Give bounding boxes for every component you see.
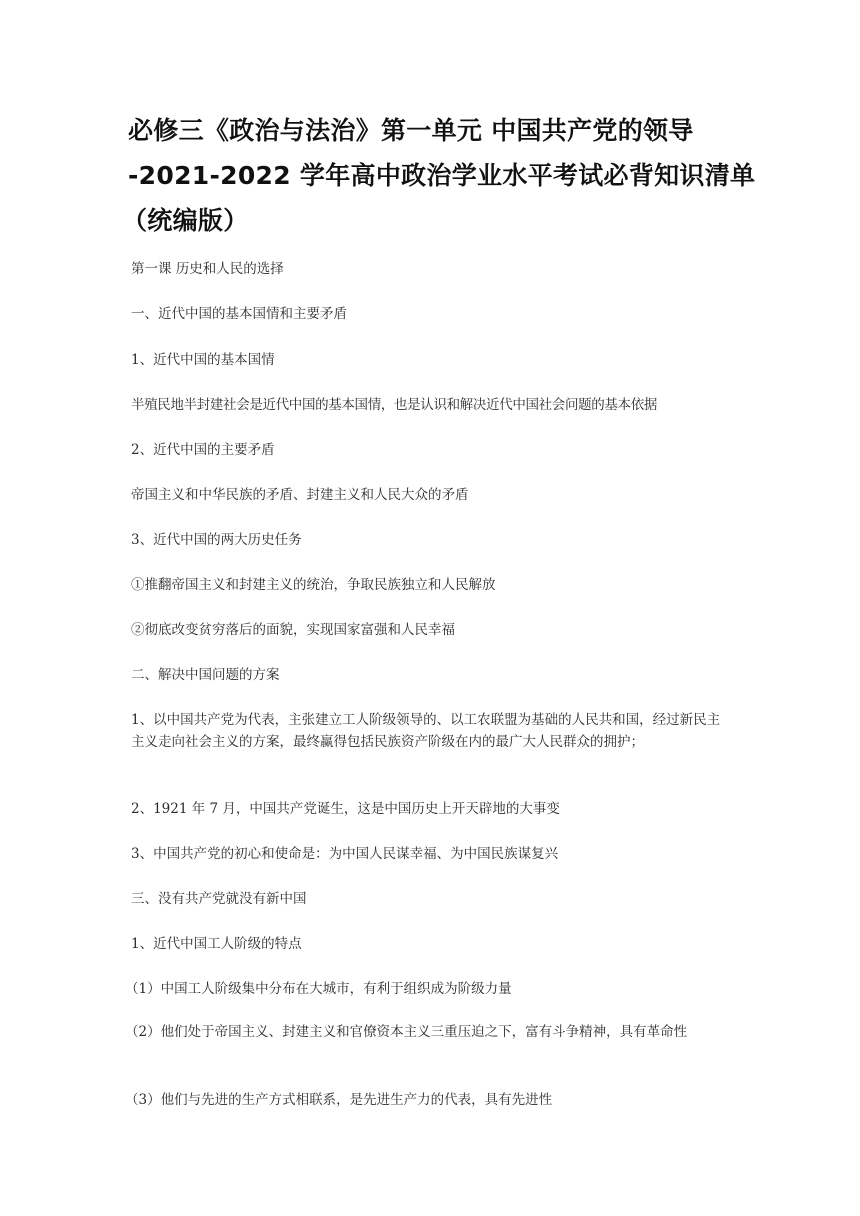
section-heading-3: 三、没有共产党就没有新中国 (131, 891, 307, 907)
document-title (122, 108, 756, 243)
item-heading-1-2: 2、近代中国的主要矛盾 (131, 442, 275, 458)
lesson-heading: 第一课 历史和人民的选择 (131, 261, 284, 277)
title-line-3: （统编版） (122, 206, 249, 235)
paragraph-task-1: ①推翻帝国主义和封建主义的统治，争取民族独立和人民解放 (131, 577, 496, 593)
paragraph-basic-conditions: 半殖民地半封建社会是近代中国的基本国情，也是认识和解决近代中国社会问题的基本依据 (131, 397, 657, 413)
section-heading-1: 一、近代中国的基本国情和主要矛盾 (131, 306, 347, 322)
paragraph-feature-1: （1）中国工人阶级集中分布在大城市，有利于组织成为阶级力量 (125, 981, 512, 997)
paragraph-solution-1: 1、以中国共产党为代表，主张建立工人阶级领导的、以工农联盟为基础的人民共和国，经过新民主主义走向社会主义的方案，最终赢得包括民族资产阶级在内的最广大人民群众的拥护； (131, 712, 721, 750)
section-heading-2: 二、解决中国问题的方案 (131, 667, 280, 683)
title-line-2: -2021-2022 学年高中政治学业水平考试必背知识清单 (128, 161, 756, 190)
item-heading-1-1: 1、近代中国的基本国情 (131, 352, 275, 368)
item-heading-3-1: 1、近代中国工人阶级的特点 (131, 936, 302, 952)
paragraph-task-2: ②彻底改变贫穷落后的面貌，实现国家富强和人民幸福 (131, 622, 455, 638)
paragraph-solution-2: 2、1921 年 7 月，中国共产党诞生，这是中国历史上开天辟地的大事变 (131, 801, 560, 817)
paragraph-feature-3: （3）他们与先进的生产方式相联系，是先进生产力的代表，具有先进性 (125, 1092, 553, 1108)
paragraph-main-contradictions: 帝国主义和中华民族的矛盾、封建主义和人民大众的矛盾 (131, 487, 469, 503)
paragraph-feature-2: （2）他们处于帝国主义、封建主义和官僚资本主义三重压迫之下，富有斗争精神，具有革命性 (125, 1024, 688, 1040)
item-heading-1-3: 3、近代中国的两大历史任务 (131, 532, 302, 548)
title-line-1: 必修三《政治与法治》第一单元 中国共产党的领导 (128, 116, 694, 145)
paragraph-solution-3: 3、中国共产党的初心和使命是：为中国人民谋幸福、为中国民族谋复兴 (131, 846, 559, 862)
